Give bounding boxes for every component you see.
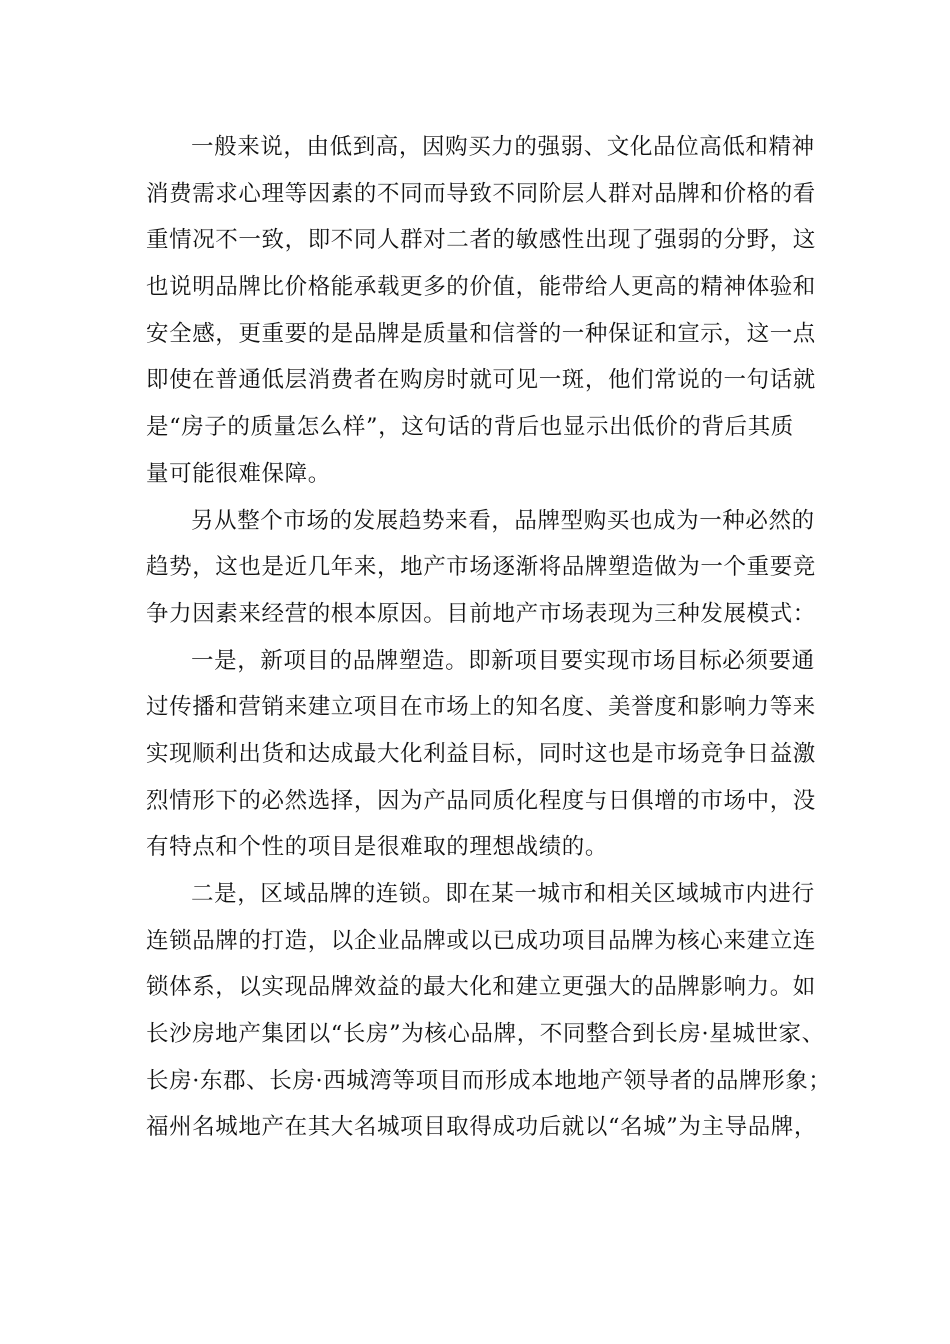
text-line: 是“房子的质量怎么样”，这句话的背后也显示出低价的背后其质 xyxy=(146,414,794,441)
text-line: 实现顺利出货和达成最大化利益目标，同时这也是市场竞争日益激 xyxy=(146,740,816,767)
text-line: 连锁品牌的打造，以企业品牌或以已成功项目品牌为核心来建立连 xyxy=(146,927,816,954)
text-line: 安全感，更重要的是品牌是质量和信誉的一种保证和宣示，这一点 xyxy=(146,320,816,347)
text-line: 有特点和个性的项目是很难取的理想战绩的。 xyxy=(146,834,609,861)
text-line: 一是，新项目的品牌塑造。即新项目要实现市场目标必须要通 xyxy=(191,647,815,674)
text-line: 另从整个市场的发展趋势来看，品牌型购买也成为一种必然的 xyxy=(191,507,815,534)
text-line: 重情况不一致，即不同人群对二者的敏感性出现了强弱的分野，这 xyxy=(146,227,816,254)
text-line: 福州名城地产在其大名城项目取得成功后就以“名城”为主导品牌， xyxy=(146,1114,818,1141)
text-line: 趋势，这也是近几年来，地产市场逐渐将品牌塑造做为一个重要竞 xyxy=(146,554,816,581)
text-line: 长沙房地产集团以“长房”为核心品牌，不同整合到长房·星城世家、 xyxy=(146,1021,825,1048)
text-line: 也说明品牌比价格能承载更多的价值，能带给人更高的精神体验和 xyxy=(146,274,816,301)
body-text xyxy=(146,124,832,1151)
text-line: 争力因素来经营的根本原因。目前地产市场表现为三种发展模式： xyxy=(146,600,816,627)
text-line: 量可能很难保障。 xyxy=(146,460,331,487)
text-line: 锁体系，以实现品牌效益的最大化和建立更强大的品牌影响力。如 xyxy=(146,974,816,1001)
text-line: 消费需求心理等因素的不同而导致不同阶层人群对品牌和价格的看 xyxy=(146,180,816,207)
text-line: 一般来说，由低到高，因购买力的强弱、文化品位高低和精神 xyxy=(191,134,815,160)
text-line: 二是，区域品牌的连锁。即在某一城市和相关区域城市内进行 xyxy=(191,881,815,907)
text-line: 烈情形下的必然选择，因为产品同质化程度与日俱增的市场中，没 xyxy=(146,787,816,814)
text-line: 过传播和营销来建立项目在市场上的知名度、美誉度和影响力等来 xyxy=(146,694,816,721)
text-line: 即使在普通低层消费者在购房时就可见一斑，他们常说的一句话就 xyxy=(146,367,816,394)
text-line: 长房·东郡、长房·西城湾等项目而形成本地地产领导者的品牌形象； xyxy=(146,1067,832,1094)
